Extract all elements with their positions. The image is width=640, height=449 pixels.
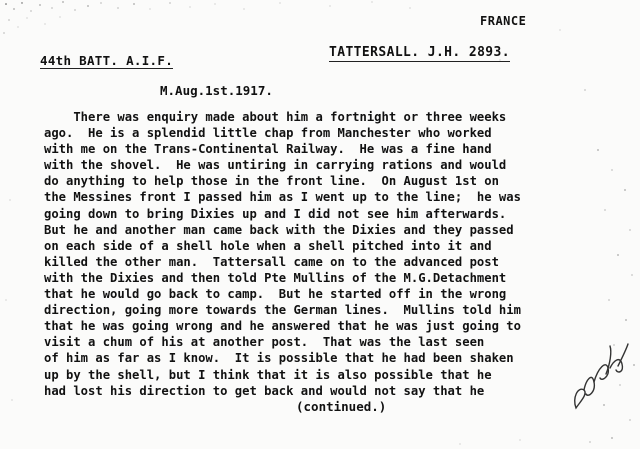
statement-line: visit a chum of his at another post. That was the last seen bbox=[44, 335, 485, 350]
statement-line: with the shovel. He was untiring in carrying rations and would bbox=[44, 158, 507, 173]
statement-line: had lost his direction to get back and would not say that he bbox=[44, 383, 485, 398]
location-heading: FRANCE bbox=[480, 14, 527, 28]
statement-line: There was enquiry made about him a fortnight or three weeks bbox=[44, 110, 507, 124]
name-underline bbox=[329, 61, 510, 62]
status-date: M.Aug.1st.1917. bbox=[160, 83, 273, 98]
statement-line: on each side of a shell hole when a shell pitched into it and bbox=[44, 238, 492, 253]
soldier-name-text: TATTERSALL. J.H. 2893. bbox=[329, 45, 510, 60]
statement-body bbox=[44, 109, 614, 399]
unit-text: 44th BATT. A.I.F. bbox=[40, 53, 174, 68]
statement-line: the Messines front I passed him as I went up to the line; he was bbox=[44, 190, 521, 205]
soldier-name bbox=[329, 45, 510, 60]
statement-line: going down to bring Dixies up and I did not see him afterwards. bbox=[44, 206, 507, 221]
statement-line: killed the other man. Tattersall came on to the advanced post bbox=[44, 254, 499, 269]
statement-line: that he was going wrong and he answered that he was just going to bbox=[44, 319, 521, 334]
unit-label bbox=[40, 53, 173, 68]
statement-line: that he would go back to camp. But he started off in the wrong bbox=[44, 287, 507, 302]
statement-line: do anything to help those in the front line. On August 1st on bbox=[44, 174, 499, 189]
statement-line: of him as far as I know. It is possible that he had been shaken bbox=[44, 351, 514, 366]
statement-line: with the Dixies and then told Pte Mullins of the M.G.Detachment bbox=[44, 270, 507, 285]
continued-note: (continued.) bbox=[296, 399, 387, 414]
statement-line: direction, going more towards the German lines. Mullins told him bbox=[44, 303, 521, 318]
handwritten-initials bbox=[566, 338, 634, 418]
statement-line: ago. He is a splendid little chap from Manchester who worked bbox=[44, 126, 492, 141]
statement-line: with me on the Trans-Continental Railway. He was a fine hand bbox=[44, 142, 492, 157]
statement-line: But he and another man came back with the Dixies and they passed bbox=[44, 222, 514, 237]
unit-underline bbox=[40, 68, 173, 69]
statement-line: up by the shell, but I think that it is also possible that he bbox=[44, 367, 492, 382]
